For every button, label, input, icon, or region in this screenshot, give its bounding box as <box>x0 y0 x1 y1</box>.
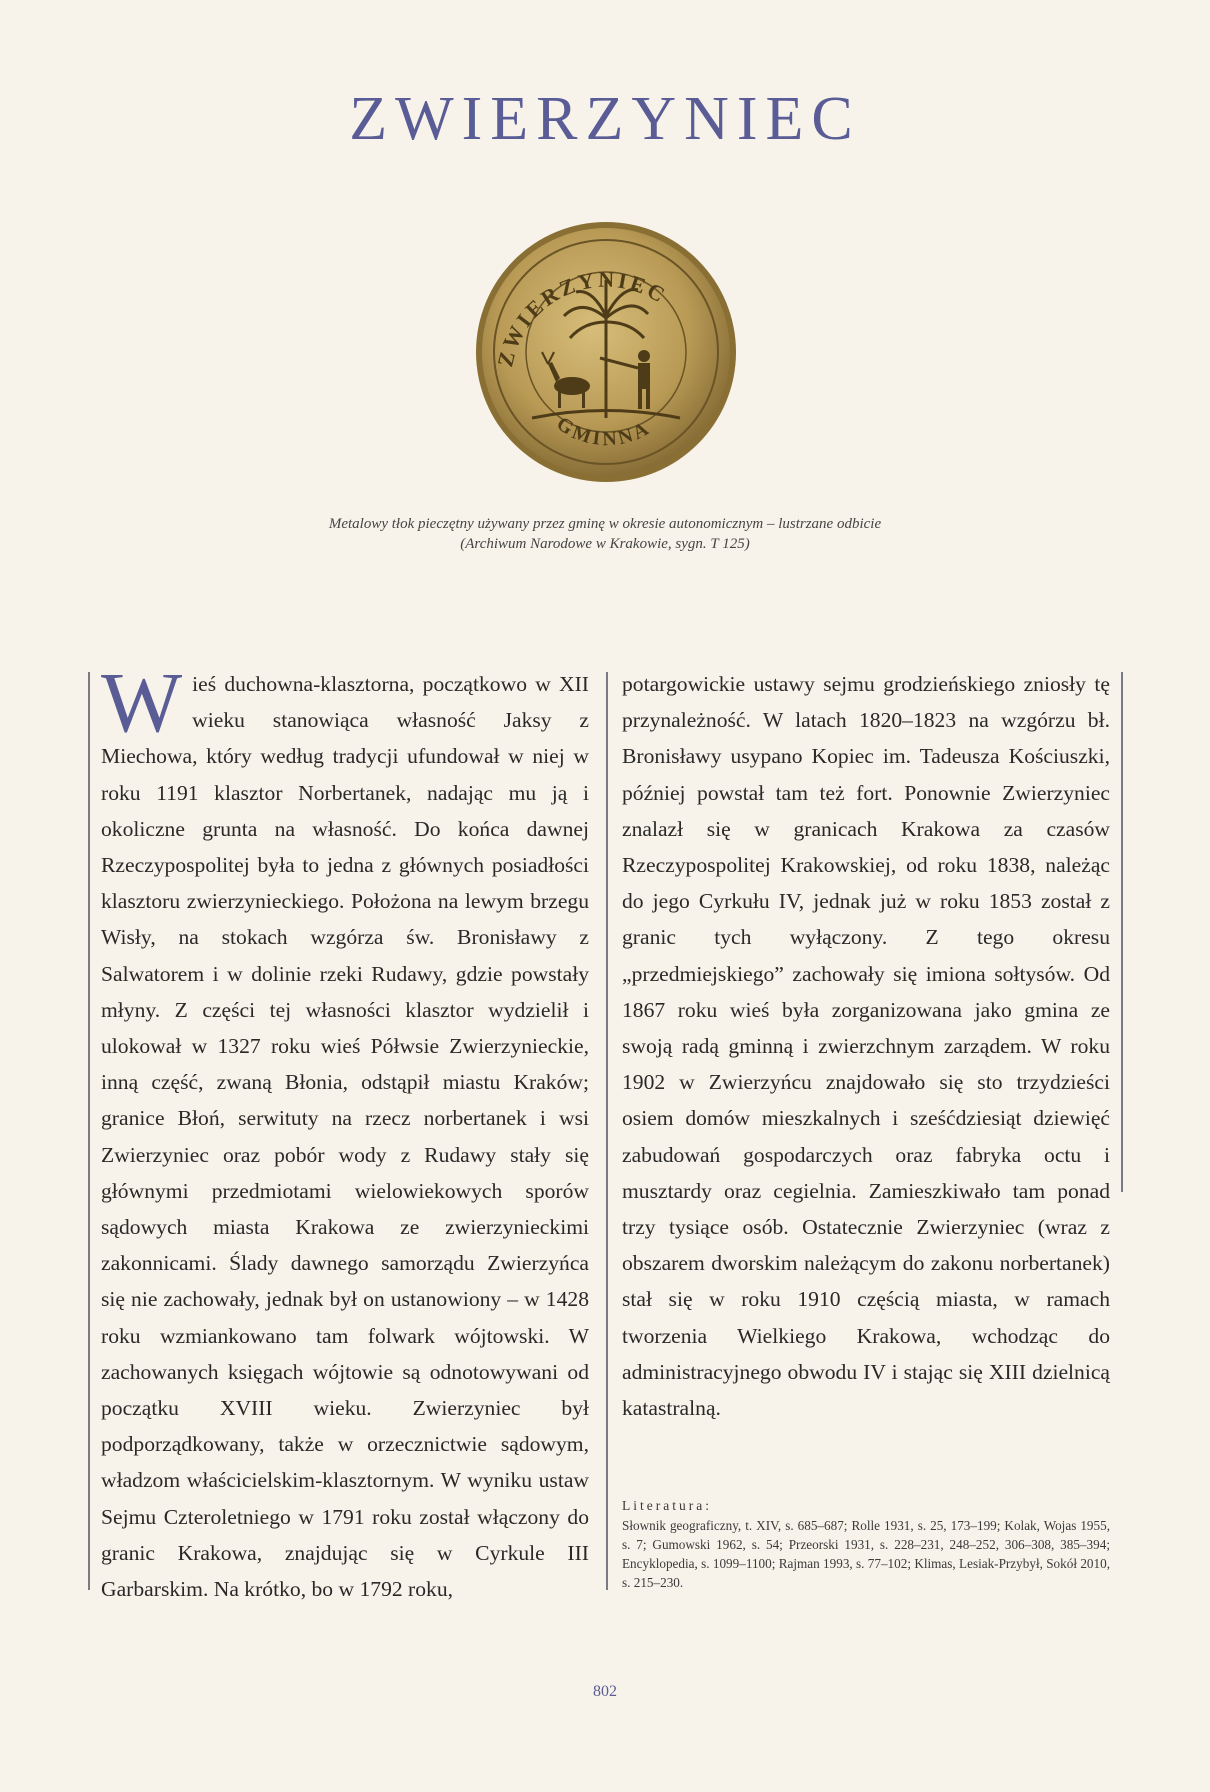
seal-inscription-top: ZWIERZYNIEC <box>492 266 672 370</box>
body-paragraph-left <box>101 654 589 1607</box>
body-text-right: potargowickie ustawy sejmu grodzieńskiego zniosły tę przynależność. W latach 1820–1823 na wzgórzu bł. Bronisławy usypano Kopiec im. Tadeusza Kościuszki, później powstał tam też fort. Ponownie Zwierzyniec znalazł się w granicach Krakowa za czasów Rzeczypospolitej Krakowskiej, od roku 1838, należąc do jego Cyrkułu IV, jednak już w roku 1853 został z granic tych wyłączony. Z tego okresu „przedmiejskiego” zachowały się imiona sołtysów. Od 1867 roku wieś była zorganizowana jako gmina ze swoją radą gminną i zwierzchnym zarządem. W roku 1902 w Zwierzyńcu znajdowało się sto trzydzieści osiem domów mieszkalnych i sześćdziesiąt dziewięć zabudowań gospodarczych oraz fabryka octu i musztardy oraz cegielnia. Zamieszkiwało tam ponad trzy tysiące osób. Ostatecznie Zwierzyniec (wraz z obszarem dworskim należącym do zakonu norbertanek) stał się w roku 1910 częścią miasta, w ramach tworzenia Wielkiego Krakowa, wchodząc do administracyjnego obwodu IV i stając się XIII dzielnicą katastralną. <box>622 672 1110 1421</box>
left-margin-rule <box>88 672 90 1590</box>
seal-image <box>472 218 740 486</box>
seal-inscription-bottom: GMINNA <box>552 412 655 451</box>
literature-text: Słownik geograficzny, t. XIV, s. 685–687; Rolle 1931, s. 25, 173–199; Kolak, Wojas 1955, s. 7; Gumowski 1962, s. 54; Przeorski 1931, s. 228–231, 248–252, 306–308, 385–394; Encyklopedia, s. 1099–1100; Rajman 1993, s. 77–102; Klimas, Lesiak-Przybył, Sokół 2010, s. 215–230. <box>622 1518 1110 1590</box>
literature-section <box>622 1496 1110 1592</box>
drop-cap: W <box>101 654 183 750</box>
page-number: 802 <box>593 1683 617 1700</box>
body-column-left <box>101 654 589 1607</box>
body-column-right <box>622 666 1110 1426</box>
seal-graphic <box>472 218 740 486</box>
literature-heading: Literatura: <box>622 1498 712 1513</box>
body-text-left: ieś duchowna-klasztorna, początkowo w XII wieku stanowiąca własność Jaksy z Miechowa, który według tradycji ufundował w niej w roku 1191 klasztor Norbertanek, nadając mu ją i okoliczne grunta na własność. Do końca dawnej Rzeczypospolitej była to jedna z głównych posiadłości klasztoru zwierzynieckiego. Położona na lewym brzegu Wisły, na stokach wzgórza św. Bronisławy z Salwatorem i w dolinie rzeki Rudawy, gdzie powstały młyny. Z części tej własności klasztor wydzielił i ulokował w 1327 roku wieś Półwsie Zwierzynieckie, inną część, zwaną Błonia, odstąpił miastu Kraków; granice Błoń, serwituty na rzecz norbertanek i wsi Zwierzyniec oraz pobór wody z Rudawy stały się głównymi przedmiotami wielowiekowych sporów sądowych miasta Krakowa ze zwierzynieckimi zakonnicami. Ślady dawnego samorządu Zwierzyńca się nie zachowały, jednak był on ustanowiony – w 1428 roku wzmiankowano tam folwark wójtowski. W zachowanych księgach wójtowie są odnotowywani od początku XVIII wieku. Zwierzyniec był podporządkowany, także w orzecznictwie sądowym, władzom właścicielskim-klasztornym. W wyniku ustaw Sejmu Czteroletniego w 1791 roku został włączony do granic Krakowa, znajdując się w Cyrkule III Garbarskim. Na krótko, bo w 1792 roku, <box>101 672 589 1602</box>
caption-line-1: Metalowy tłok pieczętny używany przez gminę w okresie autonomicznym – lustrzane odbicie <box>328 516 882 532</box>
image-caption <box>250 514 960 554</box>
column-divider-rule <box>606 672 608 1590</box>
right-margin-rule <box>1121 672 1123 1192</box>
caption-line-2: (Archiwum Narodowe w Krakowie, sygn. T 125) <box>460 536 750 552</box>
page-title: ZWIERZYNIEC <box>349 85 861 153</box>
